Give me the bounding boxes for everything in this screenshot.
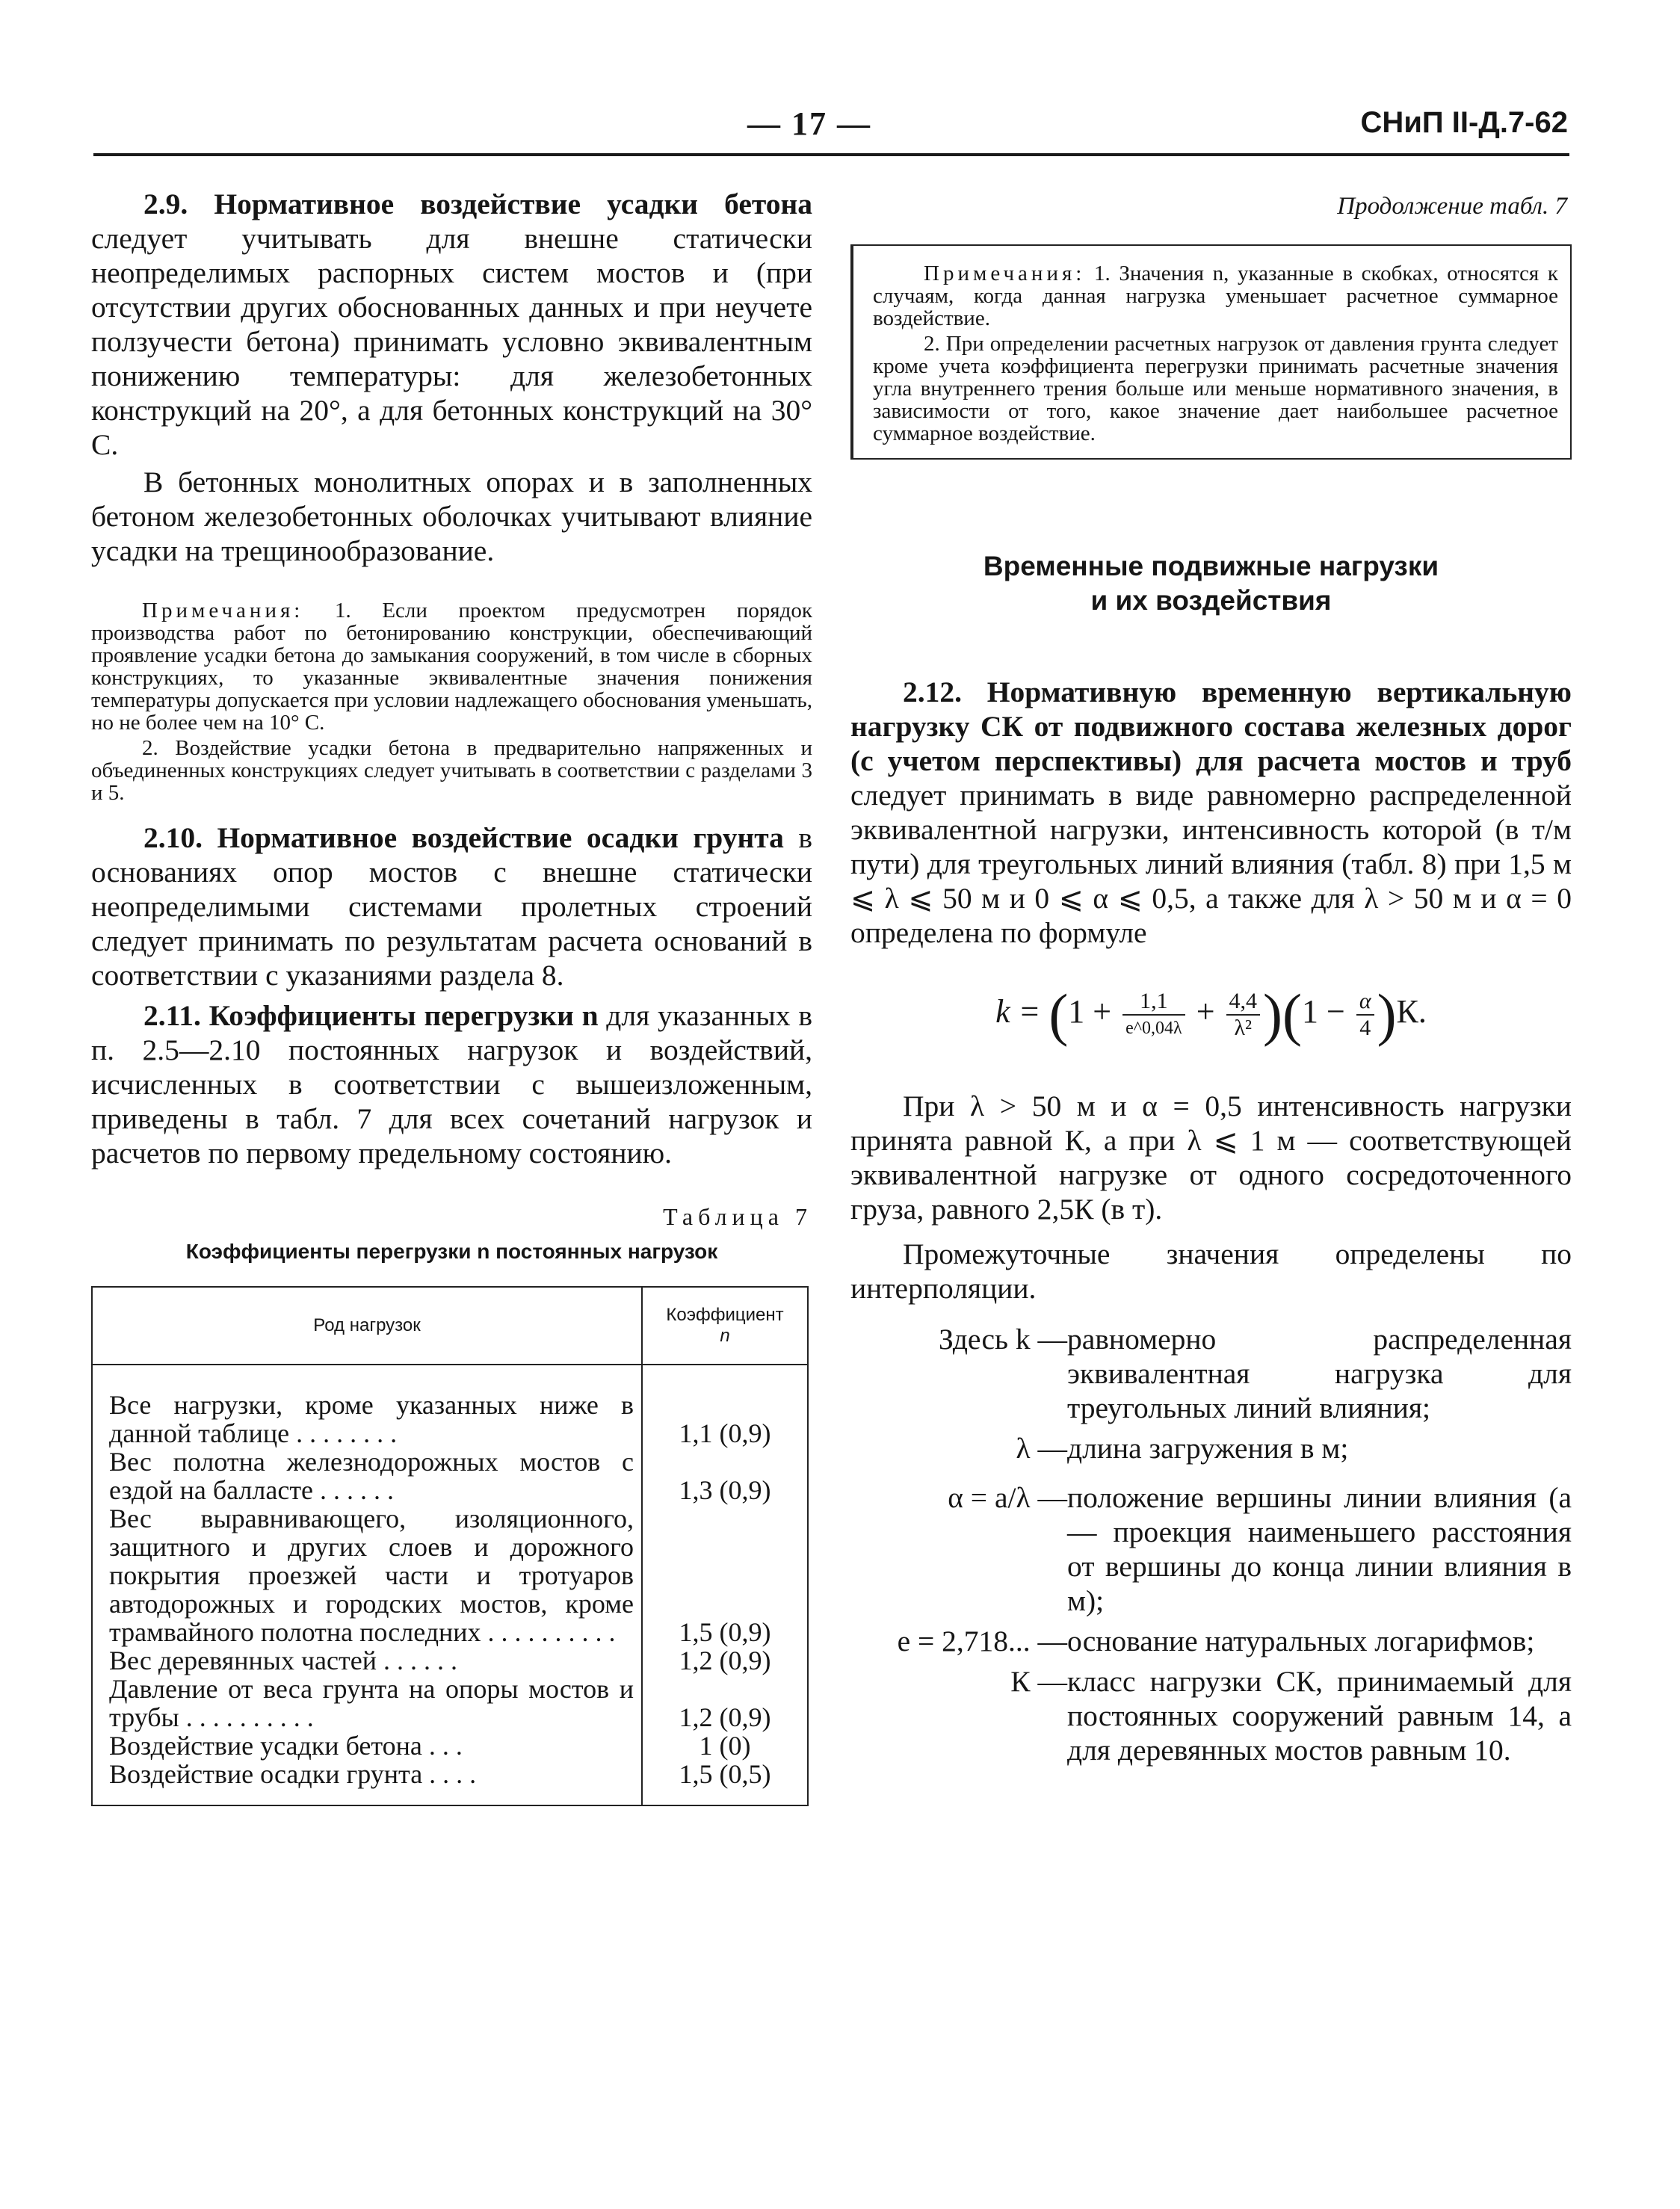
table-header-coef-word: Коэффициент (666, 1305, 784, 1325)
definition-row (850, 1664, 1572, 1767)
table-header-coef-symbol: n (720, 1326, 730, 1346)
page-number: — 17 — (747, 105, 871, 142)
clause-2-10-body: в основаниях опор мостов с внешне статически неопределимыми системами пролетных строений следует принимать по результатам расчета оснований в соответствии с указаниями раздела 8. (91, 821, 812, 992)
definition-row (850, 1480, 1572, 1618)
note-2-9-1-text: 1. Если проектом предусмотрен порядок производства работ по бетонированию конструкции, обеспечивающий проявление усадки бетона до замыкания сооружений, в том числе в сборных конструкциях, то указанные эквивалентные значения понижения температуры допускается при условии надлежащего обоснования уменьшать, но не более чем на 10° С. (91, 599, 812, 735)
header-rule (93, 153, 1569, 156)
document-code: СНиП II-Д.7-62 (1360, 106, 1568, 139)
fraction-3-numerator: α (1356, 989, 1374, 1016)
definition-text: положение вершины линии влияния (a — проекция наименьшего расстояния от вершины до конца линии влияния в м); (1067, 1481, 1572, 1617)
fraction-1-denominator: e^0,04λ (1125, 1019, 1182, 1038)
section-heading-line-2: и их воздействия (1090, 585, 1332, 616)
table-continuation-label: Продолжение табл. 7 (1337, 193, 1567, 220)
fraction-2-denominator: λ² (1234, 1016, 1253, 1040)
definition-row (850, 1322, 1572, 1425)
formula-paren-open: ( (1049, 982, 1069, 1047)
definition-term: Здесь k — (939, 1323, 1067, 1356)
definition-row (850, 1624, 1572, 1658)
table-note-1 (873, 262, 1558, 330)
fraction-3-denominator: 4 (1359, 1016, 1371, 1040)
table-cell-load: Вес деревянных частей . . . . . . (92, 1646, 642, 1675)
table-cell-coef: 1,2 (0,9) (642, 1646, 808, 1675)
table-notes-box (850, 244, 1572, 460)
load-formula (850, 981, 1572, 1048)
clause-2-11-body: для указанных в п. 2.5—2.10 постоянных нагрузок и воздействий, исчисленных в соответствии с вышеизложенным, приведены в табл. 7 для всех сочетаний нагрузок и расчетов по первому предельному состоянию. (91, 999, 812, 1170)
table-cell-load: Воздействие осадки грунта . . . . (92, 1760, 642, 1805)
table-cell-load: Воздействие усадки бетона . . . (92, 1731, 642, 1760)
formula-paren-close: ) (1263, 982, 1282, 1047)
table-cell-load: Вес полотна железнодорожных мостов с ездой на балласте . . . . . . (92, 1448, 642, 1504)
table-row (92, 1760, 808, 1805)
notes-label: Примечания: (142, 599, 304, 622)
clause-2-9-title: 2.9. Нормативное воздействие усадки бетона (143, 188, 812, 220)
formula-paren-open-2: ( (1282, 982, 1302, 1047)
table-cell-coef: 1,5 (0,9) (642, 1504, 808, 1646)
table-header-coefficient (642, 1287, 808, 1365)
paragraph-after-formula: При λ > 50 м и α = 0,5 интенсивность нагрузки принята равной К, а при λ ⩽ 1 м — соответствующей эквивалентной нагрузке от одного сосредоточенного груза, равного 2,5К (в т). (850, 1090, 1572, 1226)
overload-table (91, 1286, 809, 1806)
right-column (850, 187, 1572, 1767)
definition-term: К — (1010, 1665, 1067, 1698)
table-note-2: 2. При определении расчетных нагрузок от давления грунта следует кроме учета коэффициента перегрузки принимать расчетные значения угла внутреннего трения больше или меньше нормативного значения, в зависимости от того, какое значение дает наибольшее расчетное суммарное воздействие. (873, 332, 1558, 445)
clause-2-12-body: следует принимать в виде равномерно распределенной эквивалентной нагрузки, интенсивность которой (в т/м пути) для треугольных линий влияния (табл. 8) при 1,5 м ⩽ λ ⩽ 50 м и 0 ⩽ α ⩽ 0,5, а также для λ > 50 м и α = 0 определена по формуле (850, 779, 1572, 949)
clause-2-12-title: 2.12. Нормативную временную вертикальную нагрузку СК от подвижного состава железных дорог (с учетом перспективы) для расчета мостов и труб (850, 676, 1572, 777)
definitions-list (850, 1322, 1572, 1767)
definition-term: λ — (1016, 1432, 1067, 1465)
paragraph-interpolation: Промежуточные значения определены по интерполяции. (850, 1238, 1572, 1305)
table-cell-load: Вес выравнивающего, изоляционного, защитного и других слоев и дорожного покрытия проезжей части и тротуаров автодорожных и городских мостов, кроме трамвайного полотна последних . . . . . . . . . . (92, 1504, 642, 1646)
clause-2-9 (91, 187, 812, 462)
formula-paren-close-2: ) (1377, 982, 1397, 1047)
definition-term: α = a/λ — (948, 1481, 1067, 1514)
table-title: Коэффициенты перегрузки n постоянных нагрузок (185, 1240, 718, 1263)
table-cell-coef: 1,2 (0,9) (642, 1675, 808, 1731)
table-row (92, 1646, 808, 1675)
definition-text: длина загружения в м; (1067, 1432, 1349, 1465)
formula-fraction-3 (1356, 989, 1374, 1041)
clause-2-12 (850, 675, 1572, 950)
formula-one-2: 1 − (1301, 993, 1353, 1031)
section-heading (850, 549, 1572, 618)
clause-2-10-title: 2.10. Нормативное воздействие осадки грунта (143, 821, 784, 854)
formula-fraction-2 (1226, 989, 1261, 1041)
table-header-load-type: Род нагрузок (92, 1287, 642, 1365)
table-notes-label: Примечания: (924, 262, 1086, 285)
table-row (92, 1448, 808, 1504)
clause-2-11 (91, 998, 812, 1170)
table-header-row (92, 1287, 808, 1365)
definition-term: e = 2,718... — (897, 1625, 1067, 1657)
clause-2-9-second: В бетонных монолитных опорах и в заполненных бетоном железобетонных оболочках учитывают влияние усадки на трещинообразование. (91, 466, 812, 567)
definition-text: основание натуральных логарифмов; (1067, 1625, 1535, 1657)
formula-one: 1 + (1068, 993, 1120, 1031)
fraction-1-numerator: 1,1 (1122, 989, 1185, 1016)
formula-plus: + (1188, 993, 1223, 1031)
table-row (92, 1731, 808, 1760)
note-2-9-1 (91, 599, 812, 734)
table-label: Таблица 7 (663, 1203, 812, 1230)
note-2-9-2: 2. Воздействие усадки бетона в предварительно напряженных и объединенных конструкциях следует учитывать в соответствии с разделами 3 и 5. (91, 736, 812, 805)
table-row (92, 1675, 808, 1731)
left-column (91, 187, 812, 1806)
formula-lhs: k = (995, 993, 1049, 1031)
section-heading-line-1: Временные подвижные нагрузки (983, 551, 1439, 581)
formula-fraction-1 (1122, 989, 1185, 1041)
table-cell-coef: 1,1 (0,9) (642, 1365, 808, 1448)
table-note-1-text: 1. Значения n, указанные в скобках, относятся к случаям, когда данная нагрузка уменьшает расчетное суммарное воздействие. (873, 262, 1558, 330)
clause-2-9-body: следует учитывать для внешне статически неопределимых распорных систем мостов и (при отсутствии других обоснованных данных и при неучете ползучести бетона) принимать условно эквивалентным понижению температуры: для железобетонных конструкций на 20°, а для бетонных конструкций на 30° С. (91, 222, 812, 461)
definition-row (850, 1431, 1572, 1465)
definition-text: равномерно распределенная эквивалентная нагрузка для треугольных линий влияния; (1067, 1323, 1572, 1424)
notes-2-9 (91, 599, 812, 804)
table-row (92, 1504, 808, 1646)
definition-text: класс нагрузки СК, принимаемый для постоянных сооружений равным 14, а для деревянных мостов равным 10. (1067, 1665, 1572, 1767)
table-cell-load: Давление от веса грунта на опоры мостов и трубы . . . . . . . . . . (92, 1675, 642, 1731)
clause-2-10 (91, 821, 812, 992)
clause-2-11-title: 2.11. Коэффициенты перегрузки n (143, 999, 599, 1032)
table-cell-coef: 1,3 (0,9) (642, 1448, 808, 1504)
formula-tail: К. (1396, 993, 1427, 1031)
table-cell-coef: 1,5 (0,5) (642, 1760, 808, 1805)
table-row (92, 1365, 808, 1448)
fraction-2-numerator: 4,4 (1226, 989, 1261, 1016)
table-cell-load: Все нагрузки, кроме указанных ниже в данной таблице . . . . . . . . (92, 1365, 642, 1448)
table-cell-coef: 1 (0) (642, 1731, 808, 1760)
